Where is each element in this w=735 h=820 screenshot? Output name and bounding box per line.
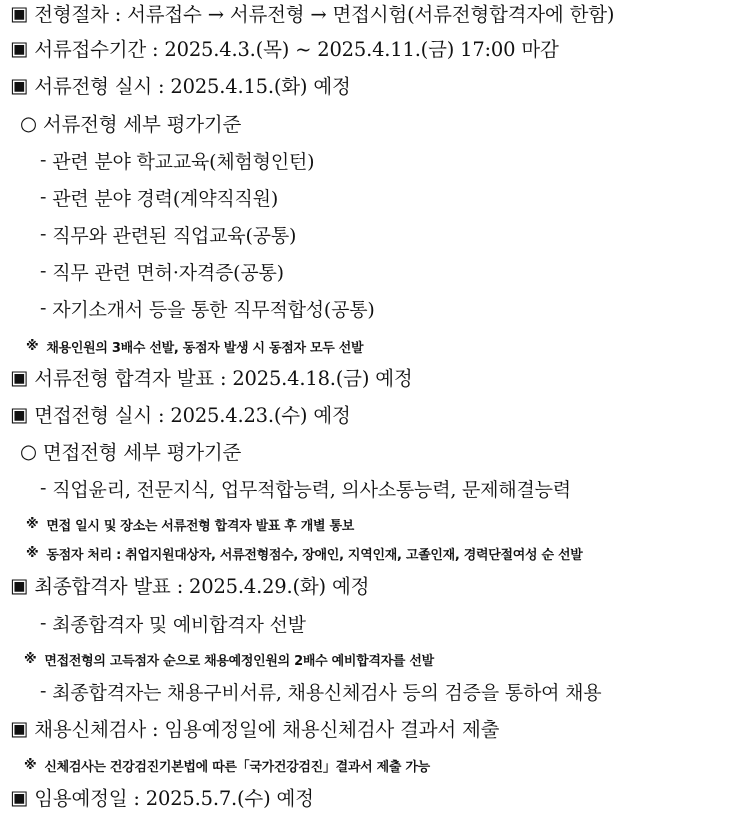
dash-bullet-icon: - [40,186,47,208]
line-text: 직무와 관련된 직업교육(공통) [52,224,297,247]
criteria-item [40,143,314,177]
criteria-item [40,217,296,251]
line-text: 면접전형 실시 : 2025.4.23.(수) 예정 [34,404,351,427]
criteria-item [40,606,306,640]
line-text: 서류전형 세부 평가기준 [42,113,242,136]
line-text: 채용인원의 3배수 선발, 동점자 발생 시 동점자 모두 선발 [46,340,364,356]
line-text: 최종합격자는 채용구비서류, 채용신체검사 등의 검증을 통하여 채용 [52,681,602,704]
criteria-item [40,254,284,288]
note-mark-icon: ※ [26,516,39,532]
note-line [26,536,583,570]
note-mark-icon: ※ [26,338,39,354]
criteria-item [40,471,571,505]
document-screening-line [10,68,351,102]
line-text: 서류전형 실시 : 2025.4.15.(화) 예정 [34,75,351,98]
note-line [24,748,430,782]
line-text: 면접전형의 고득점자 순으로 채용예정인원의 2배수 예비합격자를 선발 [44,653,434,669]
line-text: 면접전형 세부 평가기준 [42,441,242,464]
criteria-item [40,291,375,325]
line-text: 직무 관련 면허·자격증(공통) [52,261,284,284]
note-mark-icon: ※ [24,757,37,773]
document-criteria-heading [20,106,241,140]
interview-line [10,397,351,431]
note-mark-icon: ※ [24,651,37,667]
document-result-line [10,360,413,394]
square-bullet-icon: ▣ [10,402,29,426]
square-bullet-icon: ▣ [10,785,29,809]
medical-check-line [10,711,499,745]
dash-bullet-icon: - [40,612,47,634]
appointment-date-line [10,780,314,814]
application-period-line [10,31,559,65]
dash-bullet-icon: - [40,297,47,319]
note-line [24,642,434,676]
note-line [26,329,363,363]
criteria-item [40,180,278,214]
dash-bullet-icon: - [40,477,47,499]
line-text: 서류전형 합격자 발표 : 2025.4.18.(금) 예정 [34,367,413,390]
line-text: 동점자 처리 : 취업지원대상자, 서류전형점수, 장애인, 지역인재, 고졸인재, 경력단절여성 순 선발 [46,547,583,563]
line-text: 최종합격자 발표 : 2025.4.29.(화) 예정 [34,575,370,598]
square-bullet-icon: ▣ [10,716,29,740]
dash-bullet-icon: - [40,680,47,702]
line-text: 면접 일시 및 장소는 서류전형 합격자 발표 후 개별 통보 [46,518,355,534]
line-text: 서류접수기간 : 2025.4.3.(목) ~ 2025.4.11.(금) 17:00 마감 [34,38,559,61]
line-text: 신체검사는 건강검진기본법에 따른「국가건강검진」결과서 제출 가능 [44,759,430,775]
line-text: 자기소개서 등을 통한 직무적합성(공통) [52,298,375,321]
final-result-line [10,568,369,602]
dash-bullet-icon: - [40,223,47,245]
square-bullet-icon: ▣ [10,573,29,597]
line-text: 직업윤리, 전문지식, 업무적합능력, 의사소통능력, 문제해결능력 [52,478,571,501]
line-text: 관련 분야 경력(계약직직원) [52,187,279,210]
criteria-item [40,674,601,708]
line-text: 채용신체검사 : 임용예정일에 채용신체검사 결과서 제출 [34,718,500,741]
dash-bullet-icon: - [40,260,47,282]
line-text: 전형절차 : 서류접수 → 서류전형 → 면접시험(서류전형합격자에 한함) [34,3,615,26]
line-text: 임용예정일 : 2025.5.7.(수) 예정 [34,787,314,810]
line-text: 최종합격자 및 예비합격자 선발 [52,613,306,636]
square-bullet-icon: ▣ [10,365,29,389]
circle-bullet-icon: ○ [20,111,37,135]
circle-bullet-icon: ○ [20,439,37,463]
line-text: 관련 분야 학교교육(체험형인턴) [52,150,315,173]
square-bullet-icon: ▣ [10,73,29,97]
square-bullet-icon: ▣ [10,1,29,25]
dash-bullet-icon: - [40,149,47,171]
interview-criteria-heading [20,434,241,468]
note-mark-icon: ※ [26,545,39,561]
procedure-line [10,0,614,30]
square-bullet-icon: ▣ [10,36,29,60]
